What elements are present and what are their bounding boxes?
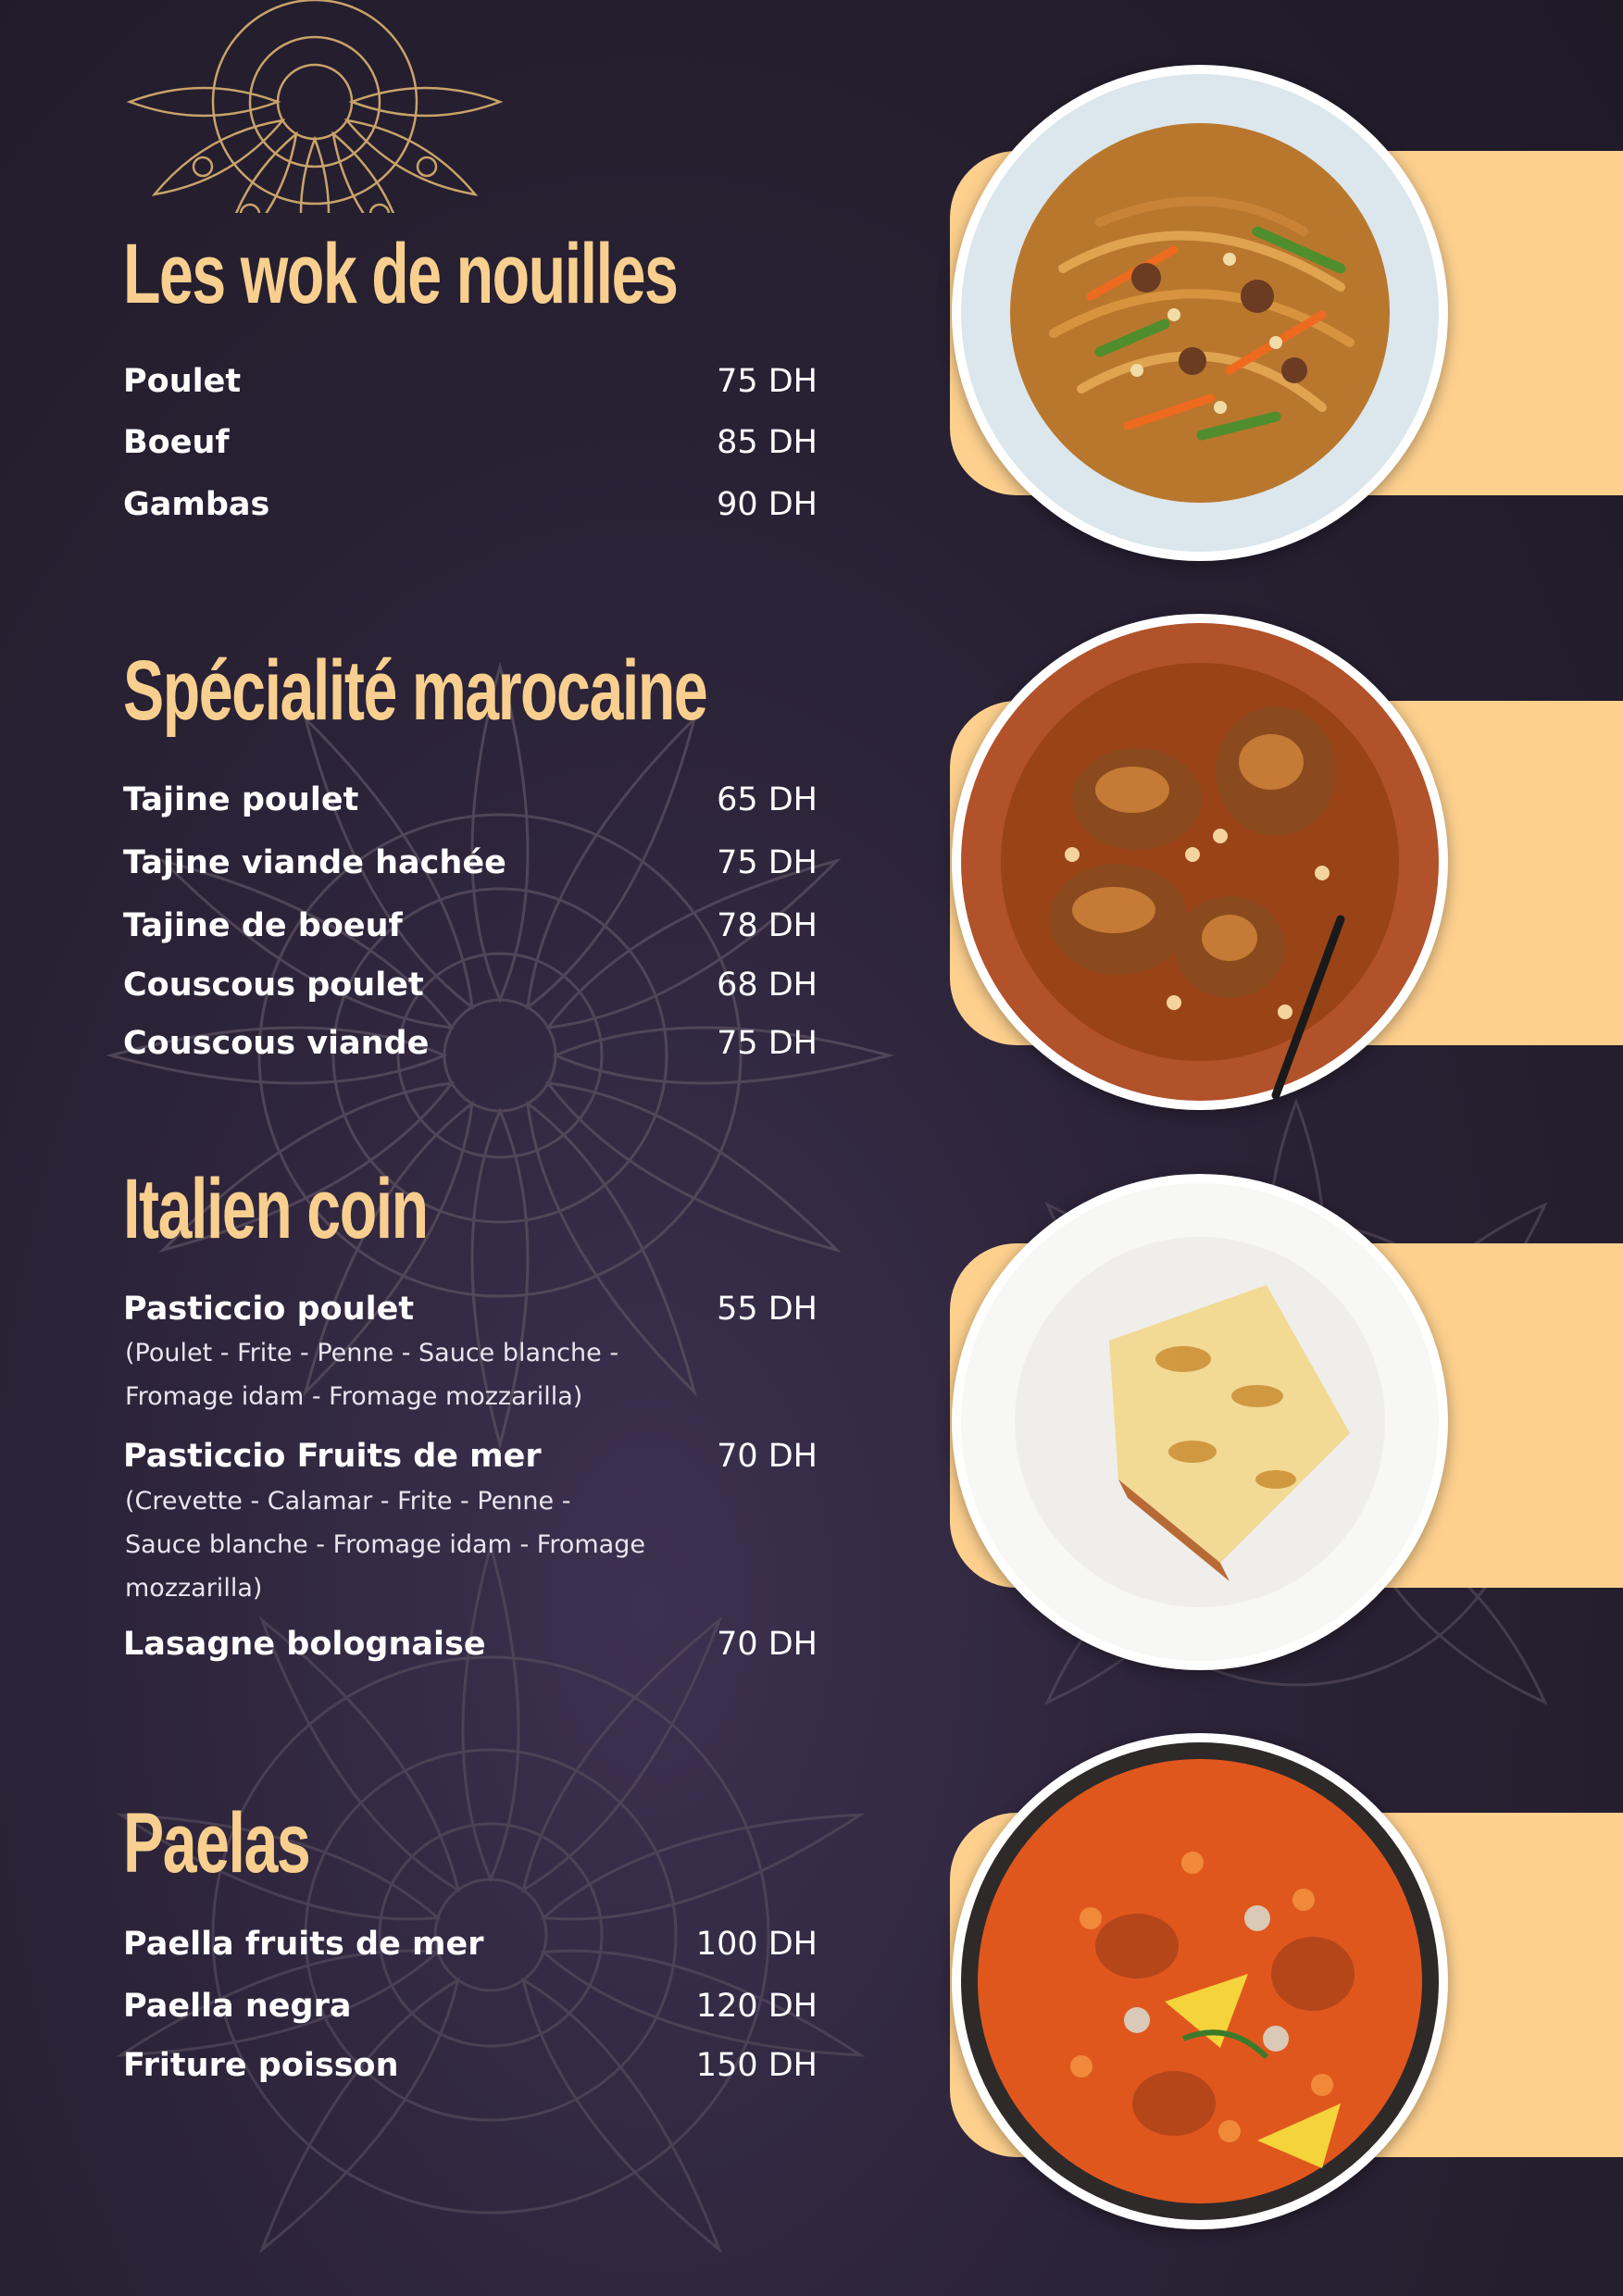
menu-item	[123, 363, 818, 411]
item-price: 85 DH	[717, 424, 818, 461]
item-price: 68 DH	[717, 967, 818, 1004]
menu-section-marocaine	[123, 643, 818, 1062]
item-name: Paella fruits de mer	[123, 1926, 484, 1963]
item-description	[125, 1479, 699, 1610]
item-price: 75 DH	[717, 844, 818, 881]
item-name: Couscous viande	[123, 1025, 430, 1062]
item-price: 78 DH	[717, 907, 818, 944]
item-name: Boeuf	[123, 424, 230, 461]
description-line: Fromage idam - Fromage mozzarilla)	[125, 1382, 583, 1411]
paella-photo	[952, 1733, 1448, 2229]
menu-item	[123, 1926, 818, 1974]
description-line: mozzarilla)	[125, 1574, 263, 1603]
item-price: 75 DH	[717, 363, 818, 400]
item-description	[125, 1331, 699, 1418]
item-name: Tajine poulet	[123, 781, 359, 818]
item-price: 150 DH	[695, 2047, 818, 2084]
section-title: Spécialité marocaine	[123, 643, 707, 738]
item-name: Gambas	[123, 486, 270, 523]
item-price: 75 DH	[717, 1025, 818, 1062]
menu-item	[123, 844, 818, 892]
pasticcio-photo	[952, 1174, 1448, 1670]
menu-item	[123, 781, 818, 830]
item-name: Poulet	[123, 363, 242, 400]
item-name: Pasticcio Fruits de mer	[123, 1438, 542, 1475]
menu-item	[123, 907, 818, 955]
item-name: Lasagne bolognaise	[123, 1626, 486, 1663]
menu-section-italien	[123, 1162, 818, 1663]
menu-section-paelas	[123, 1796, 818, 2084]
item-price: 120 DH	[695, 1988, 818, 2025]
item-price: 70 DH	[717, 1626, 818, 1663]
item-price: 65 DH	[717, 781, 818, 818]
menu-item	[123, 1988, 818, 2036]
item-price: 55 DH	[717, 1291, 818, 1328]
chicken-tajine-photo	[952, 614, 1448, 1110]
noodle-wok-photo	[952, 65, 1448, 561]
item-name: Friture poisson	[123, 2047, 399, 2084]
description-line: (Crevette - Calamar - Frite - Penne -	[125, 1487, 571, 1516]
menu-item	[123, 486, 818, 534]
section-title: Italien coin	[123, 1162, 428, 1256]
item-price: 100 DH	[695, 1926, 818, 1963]
item-name: Tajine de boeuf	[123, 907, 403, 944]
menu-item	[123, 1626, 818, 1674]
description-line: Sauce blanche - Fromage idam - Fromage	[125, 1530, 645, 1559]
item-name: Couscous poulet	[123, 967, 424, 1004]
section-title: Paelas	[123, 1796, 310, 1890]
mandala-ornament-top	[111, 0, 518, 213]
menu-item	[123, 424, 818, 472]
menu-item	[123, 1025, 818, 1073]
section-title: Les wok de nouilles	[123, 227, 678, 321]
menu-item	[123, 2047, 818, 2095]
item-name: Pasticcio poulet	[123, 1291, 415, 1328]
item-price: 90 DH	[717, 486, 818, 523]
description-line: (Poulet - Frite - Penne - Sauce blanche -	[125, 1339, 619, 1367]
menu-section-wok	[123, 227, 818, 523]
menu-item	[123, 967, 818, 1015]
item-name: Paella negra	[123, 1988, 352, 2025]
item-price: 70 DH	[717, 1438, 818, 1475]
item-name: Tajine viande hachée	[123, 844, 506, 881]
